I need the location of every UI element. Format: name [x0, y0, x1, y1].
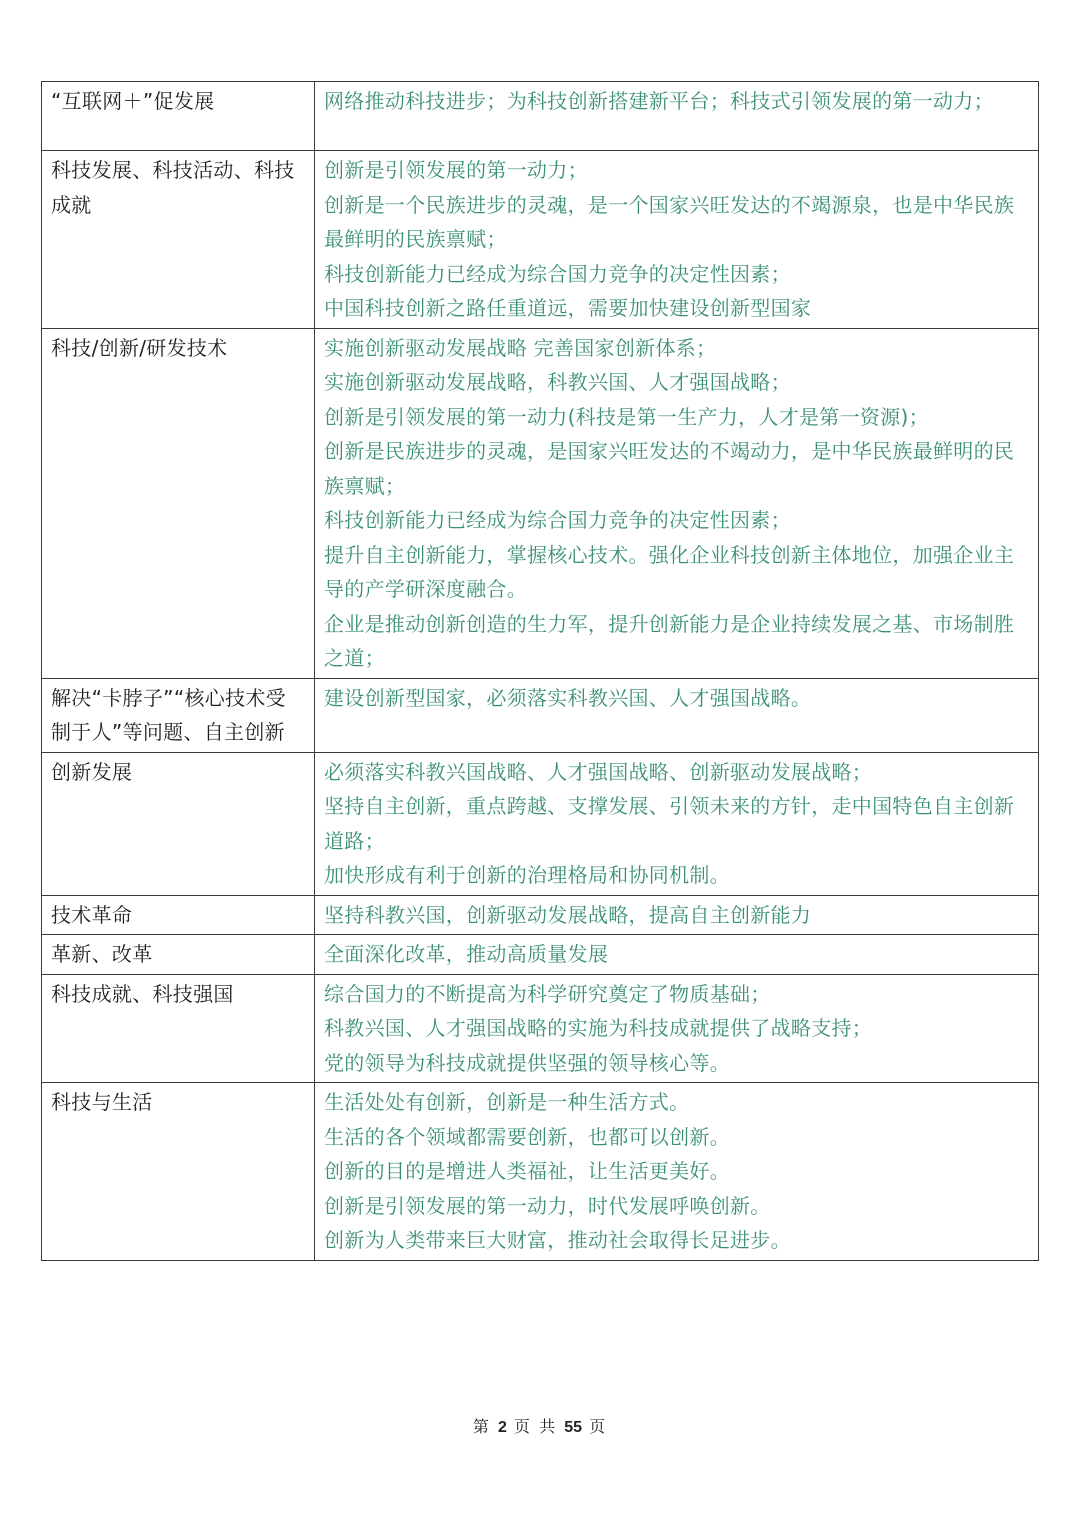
topic-cell: “互联网＋”促发展 [42, 82, 315, 151]
table-row [42, 82, 1039, 151]
point-line: 创新是引领发展的第一动力(科技是第一生产力，人才是第一资源)； [324, 404, 929, 429]
point-line: 生活处处有创新，创新是一种生活方式。 [324, 1090, 690, 1114]
point-line: 科技创新能力已经成为综合国力竞争的决定性因素； [324, 508, 791, 532]
point-line: 创新是民族进步的灵魂，是国家兴旺发达的不竭动力，是中华民族最鲜明的民族禀赋； [324, 439, 1015, 498]
topic-cell: 科技发展、科技活动、科技成就 [42, 151, 315, 329]
topic-table [41, 81, 1039, 1261]
table-row [42, 1083, 1039, 1261]
points-cell [315, 328, 1039, 678]
topic-cell: 科技与生活 [42, 1083, 315, 1261]
point-line: 创新是一个民族进步的灵魂，是一个国家兴旺发达的不竭源泉，也是中华民族最鲜明的民族禀赋； [324, 192, 1015, 251]
point-line: 中国科技创新之路任重道远，需要加快建设创新型国家 [324, 296, 812, 320]
point-line: 创新是引领发展的第一动力，时代发展呼唤创新。 [324, 1193, 771, 1218]
topic-cell: 科技/创新/研发技术 [42, 328, 315, 678]
points-cell [315, 678, 1039, 752]
point-line: 建设创新型国家，必须落实科教兴国、人才强国战略。 [324, 685, 812, 710]
table-row [42, 895, 1039, 935]
point-line: 科教兴国、人才强国战略的实施为科技成就提供了战略支持； [324, 1016, 873, 1040]
point-line: 生活的各个领域都需要创新，也都可以创新。 [324, 1124, 730, 1149]
point-line: 提升自主创新能力，掌握核心技术。强化企业科技创新主体地位，加强企业主导的产学研深度融合。 [324, 542, 1015, 601]
table-row [42, 752, 1039, 895]
current-page-number: 2 [498, 1419, 507, 1436]
point-line: 创新的目的是增进人类福祉，让生活更美好。 [324, 1159, 730, 1183]
point-line: 坚持自主创新，重点跨越、支撑发展、引领未来的方针，走中国特色自主创新道路； [324, 794, 1015, 853]
point-line: 创新是引领发展的第一动力； [324, 158, 588, 182]
points-cell [315, 895, 1039, 935]
table-row [42, 974, 1039, 1083]
point-line: 科技创新能力已经成为综合国力竞争的决定性因素； [324, 261, 791, 286]
point-line: 实施创新驱动发展战略，科教兴国、人才强国战略； [324, 370, 791, 394]
point-line: 党的领导为科技成就提供坚强的领导核心等。 [324, 1050, 730, 1075]
table-row [42, 935, 1039, 975]
points-cell [315, 151, 1039, 329]
topic-cell: 解决“卡脖子”“核心技术受制于人”等问题、自主创新 [42, 678, 315, 752]
table-row [42, 151, 1039, 329]
points-cell [315, 935, 1039, 975]
point-line: 企业是推动创新创造的生力军，提升创新能力是企业持续发展之基、市场制胜之道； [324, 611, 1015, 670]
point-line: 必须落实科教兴国战略、人才强国战略、创新驱动发展战略； [324, 759, 873, 784]
point-line: 创新为人类带来巨大财富，推动社会取得长足进步。 [324, 1228, 791, 1252]
topic-cell: 革新、改革 [42, 935, 315, 975]
total-page-count: 55 [564, 1419, 582, 1436]
table-row [42, 328, 1039, 678]
points-cell [315, 752, 1039, 895]
topic-cell: 科技成就、科技强国 [42, 974, 315, 1083]
point-line: 加快形成有利于创新的治理格局和协同机制。 [324, 863, 730, 887]
footer-suffix: 页 [589, 1417, 608, 1436]
points-cell [315, 1083, 1039, 1261]
point-line: 综合国力的不断提高为科学研究奠定了物质基础； [324, 981, 771, 1006]
table-row [42, 678, 1039, 752]
footer-middle: 页 共 [514, 1417, 558, 1436]
point-line: 坚持科教兴国，创新驱动发展战略，提高自主创新能力 [324, 902, 812, 927]
points-cell [315, 974, 1039, 1083]
topic-cell: 创新发展 [42, 752, 315, 895]
topic-cell: 技术革命 [42, 895, 315, 935]
point-line: 实施创新驱动发展战略 完善国家创新体系； [324, 335, 717, 360]
point-line: 网络推动科技进步；为科技创新搭建新平台；科技式引领发展的第一动力； [324, 89, 994, 113]
topic-table-body [42, 82, 1039, 1261]
point-line: 全面深化改革，推动高质量发展 [324, 942, 609, 966]
points-cell [315, 82, 1039, 151]
footer-prefix: 第 [472, 1417, 491, 1436]
page-number-footer [0, 1414, 1080, 1437]
